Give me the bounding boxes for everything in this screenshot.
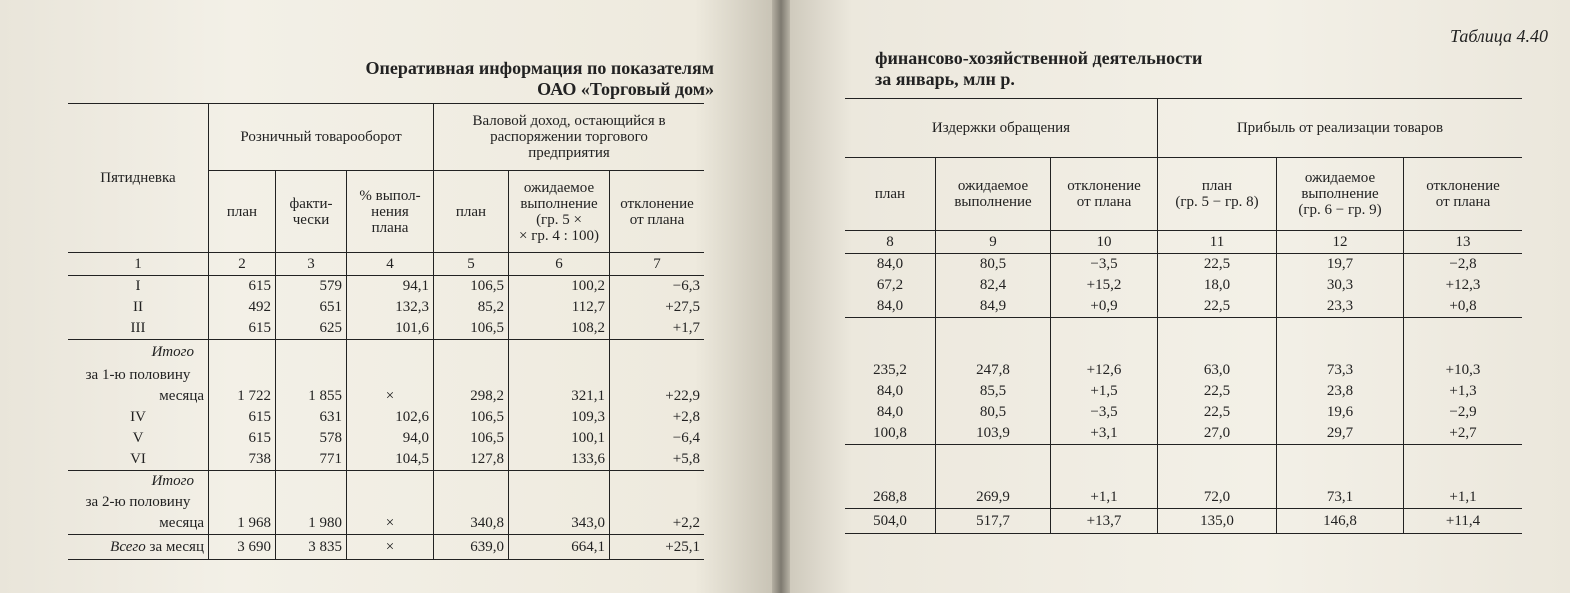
right-title	[875, 48, 1202, 90]
cell: 84,9	[936, 296, 1051, 318]
column-numbers-row	[68, 253, 704, 276]
cell: +12,3	[1445, 277, 1481, 293]
column-numbers-row	[845, 231, 1522, 254]
cell: 63,0	[1158, 360, 1277, 381]
col-num: 9	[936, 231, 1051, 254]
table-row	[68, 276, 704, 298]
table-row	[68, 297, 704, 318]
col-num: 5	[434, 253, 509, 276]
table-row	[68, 386, 704, 407]
cell: ×	[347, 386, 434, 407]
cell: +0,9	[1051, 296, 1158, 318]
row-label: II	[68, 297, 209, 318]
cell: 67,2	[845, 275, 936, 296]
header-expected-profit: ожидаемое выполнение (гр. 6 − гр. 9)	[1277, 158, 1404, 231]
table-row-total	[68, 535, 704, 560]
cell: +2,2	[672, 515, 700, 531]
header-actual: факти- чески	[276, 171, 347, 253]
cell: 631	[276, 407, 347, 428]
row-label: за 2-ю половину	[68, 492, 209, 513]
cell: 101,6	[347, 318, 434, 340]
cell: 106,5	[434, 318, 509, 340]
table-row	[845, 423, 1522, 445]
table-row	[845, 360, 1522, 381]
table-row	[68, 513, 704, 535]
table-row-spacer	[845, 339, 1522, 360]
cell: 84,0	[845, 381, 936, 402]
right-table	[845, 98, 1522, 534]
cell: 492	[209, 297, 276, 318]
cell: 235,2	[845, 360, 936, 381]
cell: 73,1	[1277, 487, 1404, 509]
cell: 269,9	[936, 487, 1051, 509]
cell: 85,5	[936, 381, 1051, 402]
cell: +25,1	[610, 535, 705, 560]
cell: +1,3	[1449, 383, 1477, 399]
cell: 504,0	[845, 509, 936, 534]
header-pct: % выпол- нения плана	[347, 171, 434, 253]
table-row-subtotal	[68, 340, 704, 366]
cell: +27,5	[665, 299, 700, 315]
cell: 615	[209, 318, 276, 340]
cell: 22,5	[1158, 402, 1277, 423]
cell: +13,7	[1051, 509, 1158, 534]
table-row	[845, 381, 1522, 402]
cell: 80,5	[936, 402, 1051, 423]
col-num: 1	[68, 253, 209, 276]
cell: 321,1	[509, 386, 610, 407]
cell: 22,5	[1158, 296, 1277, 318]
cell: 103,9	[936, 423, 1051, 445]
col-num: 3	[276, 253, 347, 276]
table-row	[845, 254, 1522, 276]
cell: 85,2	[434, 297, 509, 318]
cell: +5,8	[672, 451, 700, 467]
table-row	[845, 402, 1522, 423]
cell: 102,6	[347, 407, 434, 428]
cell: 108,2	[509, 318, 610, 340]
cell: +1,1	[1051, 487, 1158, 509]
cell: 133,6	[509, 449, 610, 471]
right-title-line2: за январь, млн р.	[875, 69, 1015, 89]
table-row	[68, 449, 704, 471]
cell: +12,6	[1051, 360, 1158, 381]
table-row	[68, 428, 704, 449]
cell: 578	[276, 428, 347, 449]
cell: 625	[276, 318, 347, 340]
col-num: 11	[1158, 231, 1277, 254]
cell: +10,3	[1445, 362, 1481, 378]
cell: 146,8	[1277, 509, 1404, 534]
cell: 3 690	[209, 535, 276, 560]
header-expected: ожидаемое выполнение (гр. 5 × × гр. 4 : 100)	[509, 171, 610, 253]
cell: +3,1	[1051, 423, 1158, 445]
cell: 615	[209, 276, 276, 298]
table-row	[68, 318, 704, 340]
cell: 1 968	[209, 513, 276, 535]
header-deviation: отклонение от плана	[620, 195, 694, 228]
table-row-spacer	[845, 466, 1522, 487]
cell: 100,2	[509, 276, 610, 298]
cell: 639,0	[434, 535, 509, 560]
row-label: месяца	[68, 513, 209, 535]
row-label: I	[68, 276, 209, 298]
cell: 1 855	[276, 386, 347, 407]
cell: 22,5	[1158, 381, 1277, 402]
col-num: 2	[209, 253, 276, 276]
row-label: V	[68, 428, 209, 449]
header-plan-profit: план (гр. 5 − гр. 8)	[1158, 158, 1277, 231]
cell: 19,7	[1277, 254, 1404, 276]
cell: ×	[347, 535, 434, 560]
cell: +2,7	[1449, 425, 1477, 441]
cell: 84,0	[845, 402, 936, 423]
cell: ×	[347, 513, 434, 535]
cell: 84,0	[845, 296, 936, 318]
cell: +2,8	[672, 409, 700, 425]
left-table	[68, 103, 704, 560]
cell: −6,4	[672, 430, 700, 446]
cell: +1,7	[672, 320, 700, 336]
cell: 127,8	[434, 449, 509, 471]
cell: 94,0	[347, 428, 434, 449]
cell: +15,2	[1051, 275, 1158, 296]
header-costs: Издержки обращения	[845, 99, 1158, 158]
cell: 30,3	[1277, 275, 1404, 296]
cell: 29,7	[1277, 423, 1404, 445]
book-gutter	[772, 0, 790, 593]
cell: +0,8	[1449, 298, 1477, 314]
cell: 112,7	[509, 297, 610, 318]
cell: 84,0	[845, 254, 936, 276]
cell: 343,0	[509, 513, 610, 535]
cell: 268,8	[845, 487, 936, 509]
cell: 1 980	[276, 513, 347, 535]
table-row	[845, 275, 1522, 296]
row-label-itogo: Итого	[68, 471, 209, 493]
header-deviation-costs: отклонение от плана	[1051, 158, 1158, 231]
row-label: месяца	[68, 386, 209, 407]
cell: −3,5	[1051, 402, 1158, 423]
cell: +1,1	[1449, 489, 1477, 505]
cell: −3,5	[1051, 254, 1158, 276]
col-num: 6	[509, 253, 610, 276]
table-row	[68, 492, 704, 513]
cell: 298,2	[434, 386, 509, 407]
row-label-total: Всего за месяц	[68, 535, 209, 560]
header-profit: Прибыль от реализации товаров	[1158, 99, 1523, 158]
col-num: 10	[1051, 231, 1158, 254]
header-deviation-profit: отклонение от плана	[1426, 178, 1500, 210]
table-row-total	[845, 509, 1522, 534]
col-num: 7	[610, 253, 705, 276]
table-number: Таблица 4.40	[1449, 26, 1548, 46]
cell: 73,3	[1277, 360, 1404, 381]
cell: 94,1	[347, 276, 434, 298]
cell: 82,4	[936, 275, 1051, 296]
col-num: 13	[1404, 231, 1523, 254]
cell: 1 722	[209, 386, 276, 407]
header-period: Пятидневка	[68, 104, 209, 253]
cell: 100,1	[509, 428, 610, 449]
header-plan-gross: план	[434, 171, 509, 253]
header-expected-costs: ожидаемое выполнение	[936, 158, 1051, 231]
cell: 22,5	[1158, 254, 1277, 276]
col-num: 4	[347, 253, 434, 276]
table-row	[845, 487, 1522, 509]
left-title-line1: Оперативная информация по показателям	[365, 58, 714, 78]
cell: 340,8	[434, 513, 509, 535]
cell: 23,3	[1277, 296, 1404, 318]
table-row	[68, 365, 704, 386]
row-label: IV	[68, 407, 209, 428]
cell: 27,0	[1158, 423, 1277, 445]
cell: 109,3	[509, 407, 610, 428]
cell: −2,9	[1449, 404, 1477, 420]
cell: 615	[209, 428, 276, 449]
cell: +22,9	[665, 388, 700, 404]
cell: 771	[276, 449, 347, 471]
left-title	[365, 58, 714, 100]
row-label: за 1-ю половину	[68, 365, 209, 386]
cell: 23,8	[1277, 381, 1404, 402]
cell: 738	[209, 449, 276, 471]
cell: −2,8	[1449, 256, 1477, 272]
row-label: VI	[68, 449, 209, 471]
cell: 18,0	[1158, 275, 1277, 296]
header-gross: Валовой доход, остающийся в распоряжении торгового предприятия	[434, 104, 705, 171]
table-row	[68, 407, 704, 428]
cell: 651	[276, 297, 347, 318]
cell: 615	[209, 407, 276, 428]
left-title-line2: ОАО «Торговый дом»	[537, 79, 714, 99]
cell: 80,5	[936, 254, 1051, 276]
table-row	[845, 296, 1522, 318]
cell: +1,5	[1051, 381, 1158, 402]
cell: 104,5	[347, 449, 434, 471]
right-page	[790, 0, 1570, 593]
cell: 247,8	[936, 360, 1051, 381]
cell: 72,0	[1158, 487, 1277, 509]
left-page	[0, 0, 772, 593]
header-retail: Розничный товарооборот	[209, 104, 434, 171]
header-plan-costs: план	[845, 158, 936, 231]
table-row-spacer	[845, 318, 1522, 340]
cell: 517,7	[936, 509, 1051, 534]
col-num: 8	[845, 231, 936, 254]
cell: 664,1	[509, 535, 610, 560]
table-row-subtotal	[68, 471, 704, 493]
col-num: 12	[1277, 231, 1404, 254]
cell: +11,4	[1404, 509, 1523, 534]
cell: 135,0	[1158, 509, 1277, 534]
row-label-itogo: Итого	[68, 340, 209, 366]
cell: 132,3	[347, 297, 434, 318]
header-plan: план	[209, 171, 276, 253]
cell: 106,5	[434, 428, 509, 449]
row-label: III	[68, 318, 209, 340]
cell: 106,5	[434, 276, 509, 298]
cell: 19,6	[1277, 402, 1404, 423]
cell: 100,8	[845, 423, 936, 445]
table-row-spacer	[845, 445, 1522, 467]
cell: 579	[276, 276, 347, 298]
right-title-line1: финансово-хозяйственной деятельности	[875, 48, 1203, 68]
cell: 106,5	[434, 407, 509, 428]
cell: 3 835	[276, 535, 347, 560]
cell: −6,3	[672, 278, 700, 294]
